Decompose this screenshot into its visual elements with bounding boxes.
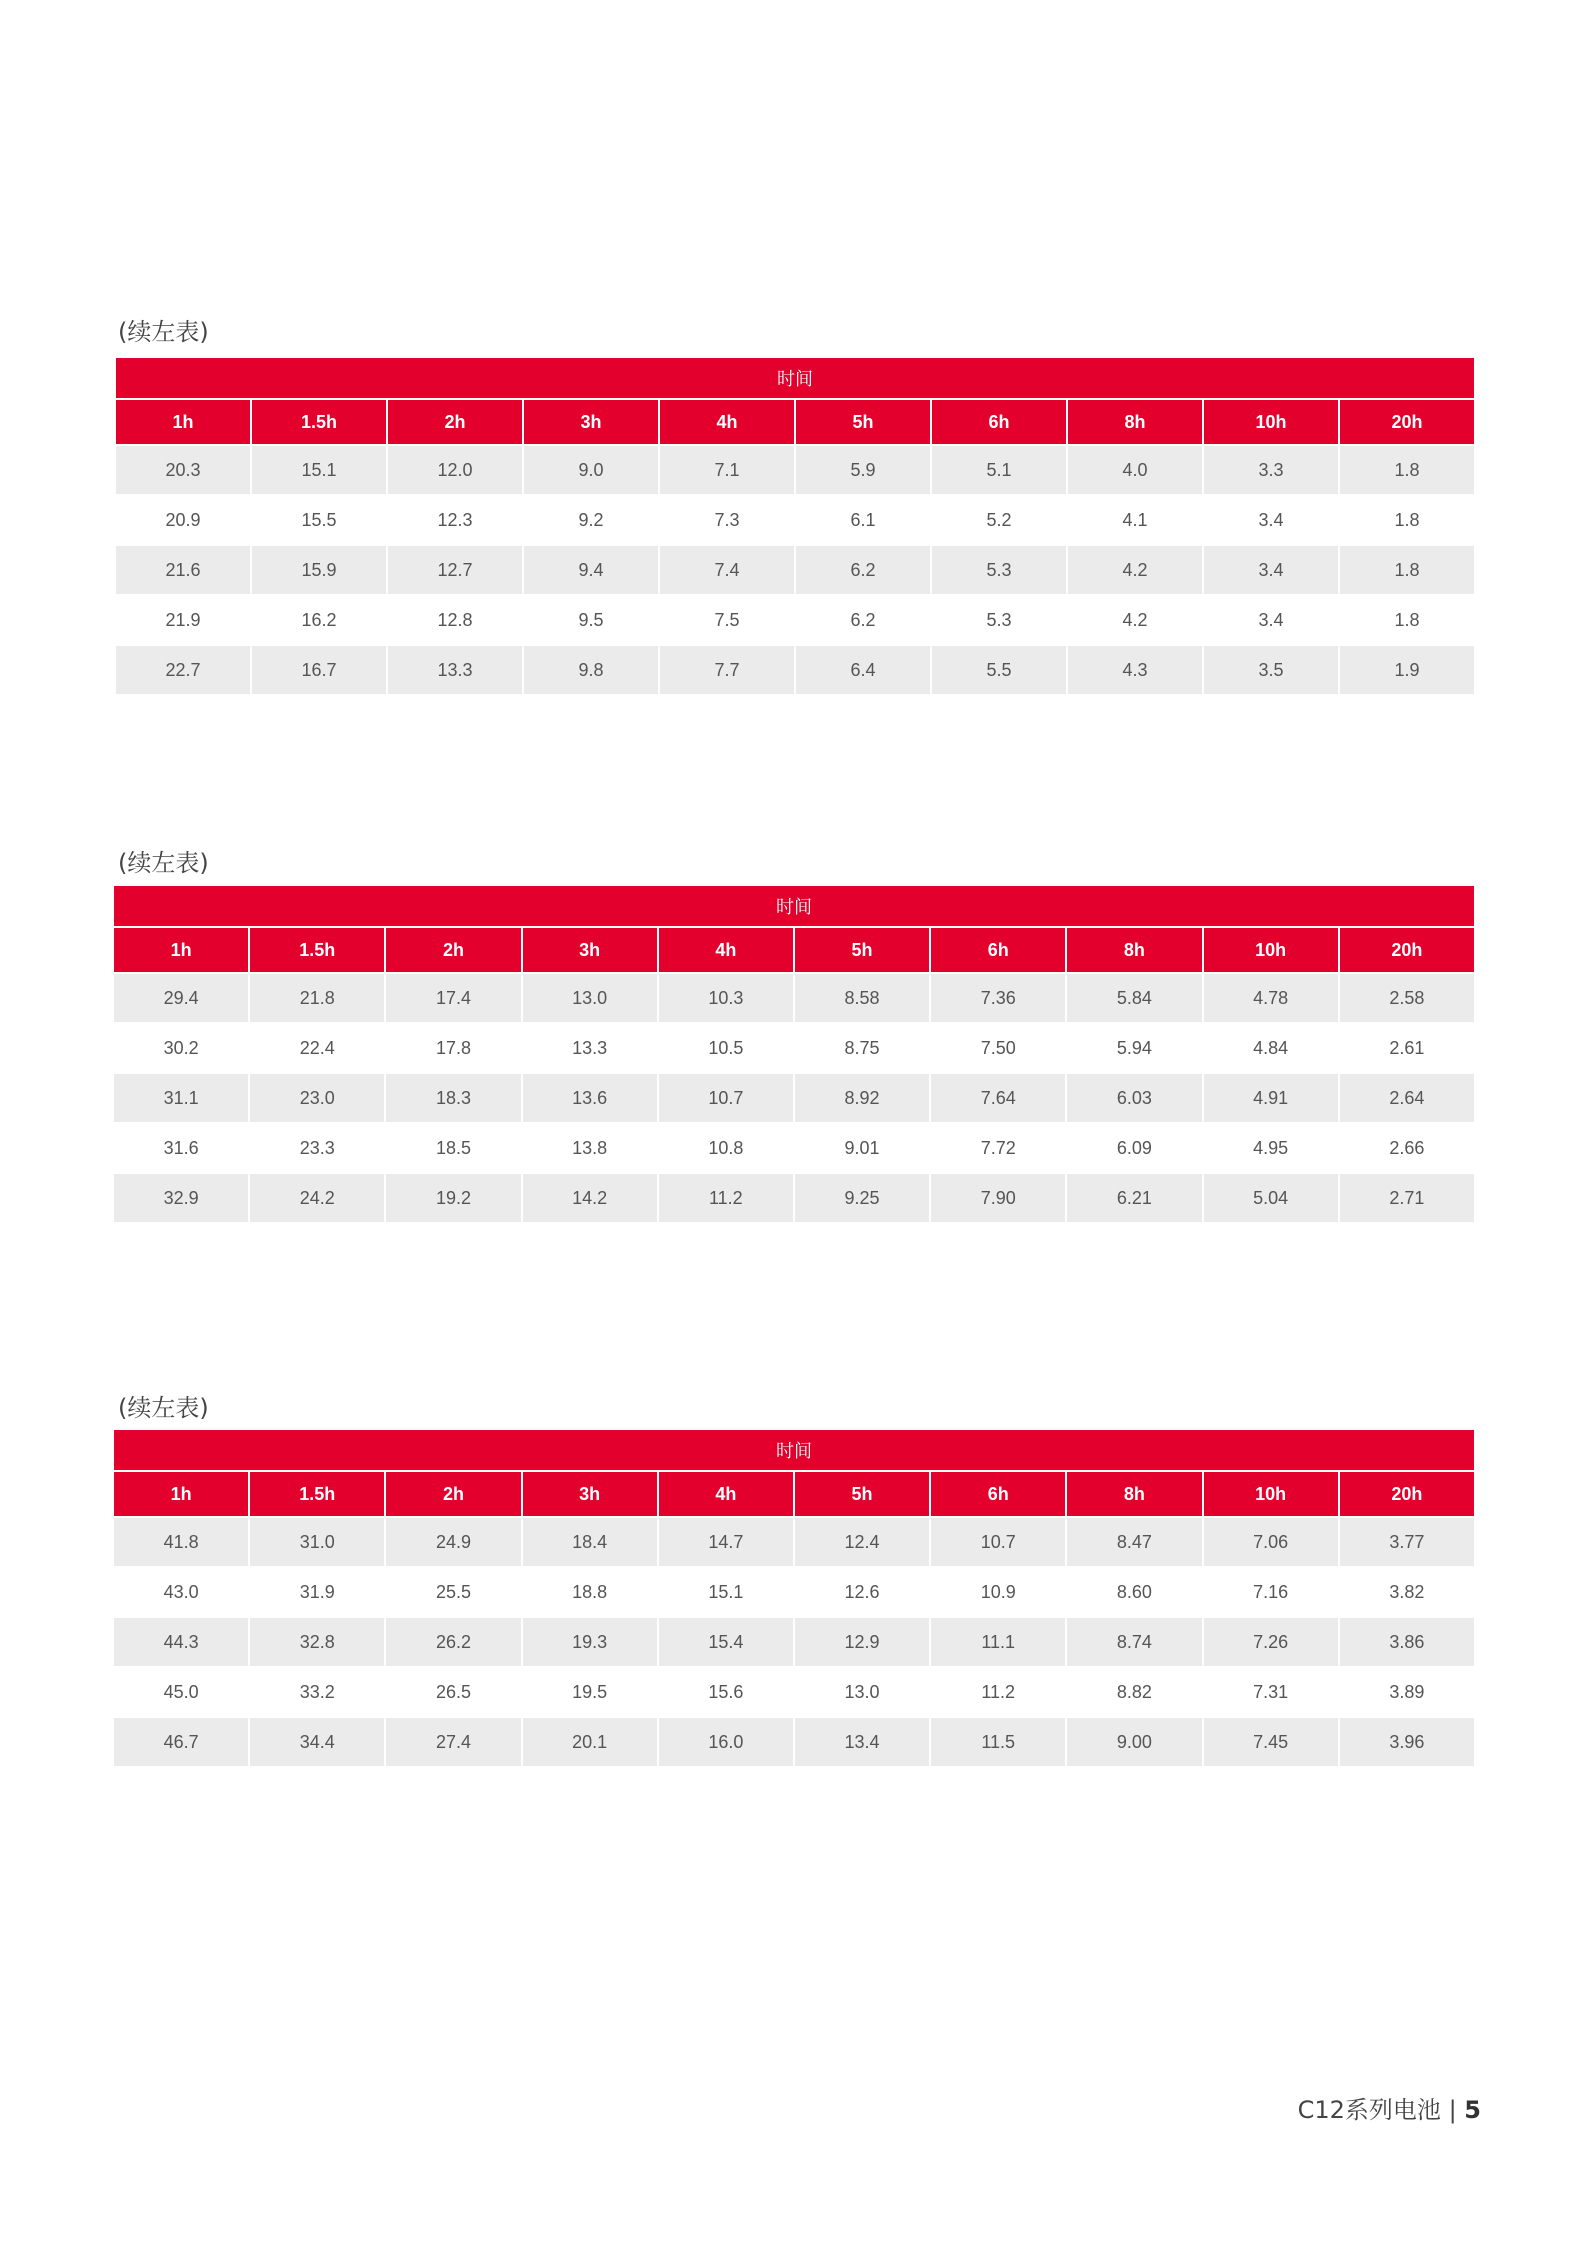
- table-cell: 3.4: [1204, 546, 1338, 594]
- column-header: 6h: [932, 400, 1066, 444]
- table-cell: 9.25: [795, 1174, 929, 1222]
- table-cell: 5.3: [932, 596, 1066, 644]
- table-cell: 9.0: [524, 446, 658, 494]
- table-cell: 9.8: [524, 646, 658, 694]
- table-cell: 4.2: [1068, 546, 1202, 594]
- table-cell: 7.36: [931, 974, 1065, 1022]
- table-row: [116, 596, 1474, 644]
- table-cell: 7.06: [1204, 1518, 1338, 1566]
- column-header: 4h: [659, 1472, 793, 1516]
- table-row: [114, 1618, 1474, 1666]
- table-cell: 46.7: [114, 1718, 248, 1766]
- table-cell: 5.84: [1067, 974, 1201, 1022]
- table-cell: 2.66: [1340, 1124, 1474, 1172]
- table-cell: 1.8: [1340, 546, 1474, 594]
- table-row: [114, 1568, 1474, 1616]
- table-cell: 13.0: [523, 974, 657, 1022]
- table-cell: 18.8: [523, 1568, 657, 1616]
- column-header: 10h: [1204, 928, 1338, 972]
- table-cell: 3.3: [1204, 446, 1338, 494]
- table-cell: 7.1: [660, 446, 794, 494]
- table-cell: 1.9: [1340, 646, 1474, 694]
- table-cell: 11.1: [931, 1618, 1065, 1666]
- column-header: 4h: [660, 400, 794, 444]
- group-header-time: 时间: [114, 886, 1474, 926]
- table-cell: 27.4: [386, 1718, 520, 1766]
- table-cell: 18.5: [386, 1124, 520, 1172]
- table-row: [114, 1074, 1474, 1122]
- table-cell: 1.8: [1340, 596, 1474, 644]
- table-cell: 4.0: [1068, 446, 1202, 494]
- table-cell: 21.9: [116, 596, 250, 644]
- table-row: [114, 974, 1474, 1022]
- table-cell: 6.2: [796, 546, 930, 594]
- table-cell: 20.9: [116, 496, 250, 544]
- column-header: 3h: [524, 400, 658, 444]
- table-cell: 3.89: [1340, 1668, 1474, 1716]
- table-cell: 31.0: [250, 1518, 384, 1566]
- column-header: 8h: [1068, 400, 1202, 444]
- table-cell: 31.6: [114, 1124, 248, 1172]
- column-header: 8h: [1067, 1472, 1201, 1516]
- table-cell: 13.8: [523, 1124, 657, 1172]
- page-footer: [1298, 2090, 1481, 2125]
- table-cell: 2.71: [1340, 1174, 1474, 1222]
- table-cell: 10.9: [931, 1568, 1065, 1616]
- column-header: 3h: [523, 928, 657, 972]
- table-cell: 7.45: [1204, 1718, 1338, 1766]
- table-cell: 9.2: [524, 496, 658, 544]
- table-cell: 13.6: [523, 1074, 657, 1122]
- table-cell: 9.4: [524, 546, 658, 594]
- table-cell: 1.8: [1340, 496, 1474, 544]
- table-cell: 41.8: [114, 1518, 248, 1566]
- table-cell: 12.0: [388, 446, 522, 494]
- column-header: 1h: [114, 1472, 248, 1516]
- table-cell: 5.04: [1204, 1174, 1338, 1222]
- column-header: 2h: [386, 1472, 520, 1516]
- table-cell: 17.8: [386, 1024, 520, 1072]
- table-row: [114, 1024, 1474, 1072]
- table-row: [116, 646, 1474, 694]
- column-header: 5h: [795, 928, 929, 972]
- column-header: 2h: [388, 400, 522, 444]
- table-cell: 7.5: [660, 596, 794, 644]
- table-cell: 43.0: [114, 1568, 248, 1616]
- page-number: 5: [1464, 2096, 1481, 2124]
- table-cell: 12.3: [388, 496, 522, 544]
- table-cell: 8.92: [795, 1074, 929, 1122]
- table-cell: 6.03: [1067, 1074, 1201, 1122]
- column-header: 10h: [1204, 400, 1338, 444]
- table-cell: 5.5: [932, 646, 1066, 694]
- table-cell: 15.1: [659, 1568, 793, 1616]
- table-cell: 5.1: [932, 446, 1066, 494]
- table-cell: 14.2: [523, 1174, 657, 1222]
- table-cell: 7.16: [1204, 1568, 1338, 1616]
- table-cell: 7.64: [931, 1074, 1065, 1122]
- table-cell: 4.1: [1068, 496, 1202, 544]
- table-cell: 19.5: [523, 1668, 657, 1716]
- table-cell: 5.2: [932, 496, 1066, 544]
- table-row: [116, 446, 1474, 494]
- table-cell: 9.5: [524, 596, 658, 644]
- table-cell: 10.5: [659, 1024, 793, 1072]
- table-cell: 10.8: [659, 1124, 793, 1172]
- table-cell: 3.86: [1340, 1618, 1474, 1666]
- column-header: 6h: [931, 1472, 1065, 1516]
- table-cell: 16.0: [659, 1718, 793, 1766]
- table-cell: 3.96: [1340, 1718, 1474, 1766]
- table-cell: 33.2: [250, 1668, 384, 1716]
- footer-separator: |: [1448, 2096, 1457, 2124]
- table-cell: 12.4: [795, 1518, 929, 1566]
- table-cell: 23.3: [250, 1124, 384, 1172]
- table-row: [116, 546, 1474, 594]
- table-cell: 15.4: [659, 1618, 793, 1666]
- discharge-table: [114, 356, 1476, 696]
- discharge-table: [112, 1428, 1476, 1768]
- table-cell: 31.1: [114, 1074, 248, 1122]
- table-cell: 6.2: [796, 596, 930, 644]
- table-row: [116, 496, 1474, 544]
- table-cell: 7.3: [660, 496, 794, 544]
- column-header: 1h: [114, 928, 248, 972]
- table-cell: 9.00: [1067, 1718, 1201, 1766]
- table-cell: 45.0: [114, 1668, 248, 1716]
- table-cell: 2.64: [1340, 1074, 1474, 1122]
- table-cell: 7.72: [931, 1124, 1065, 1172]
- table-cell: 9.01: [795, 1124, 929, 1172]
- table-caption: (续左表): [118, 318, 209, 346]
- column-header: 20h: [1340, 928, 1474, 972]
- table-cell: 6.09: [1067, 1124, 1201, 1172]
- column-header: 1.5h: [250, 928, 384, 972]
- table-cell: 17.4: [386, 974, 520, 1022]
- table-cell: 12.8: [388, 596, 522, 644]
- table-cell: 7.7: [660, 646, 794, 694]
- table-cell: 14.7: [659, 1518, 793, 1566]
- table-cell: 6.21: [1067, 1174, 1201, 1222]
- table-cell: 4.78: [1204, 974, 1338, 1022]
- table-cell: 19.3: [523, 1618, 657, 1666]
- table-cell: 8.58: [795, 974, 929, 1022]
- table-cell: 5.94: [1067, 1024, 1201, 1072]
- table-cell: 3.82: [1340, 1568, 1474, 1616]
- table-row: [114, 1124, 1474, 1172]
- table-caption: (续左表): [118, 1394, 209, 1422]
- table-cell: 13.0: [795, 1668, 929, 1716]
- table-cell: 2.61: [1340, 1024, 1474, 1072]
- table-cell: 3.5: [1204, 646, 1338, 694]
- table-cell: 3.4: [1204, 596, 1338, 644]
- table-cell: 6.1: [796, 496, 930, 544]
- table-cell: 3.4: [1204, 496, 1338, 544]
- table-cell: 16.7: [252, 646, 386, 694]
- table-cell: 2.58: [1340, 974, 1474, 1022]
- table-cell: 12.7: [388, 546, 522, 594]
- table-cell: 11.2: [931, 1668, 1065, 1716]
- table-cell: 31.9: [250, 1568, 384, 1616]
- table-cell: 1.8: [1340, 446, 1474, 494]
- table-cell: 8.60: [1067, 1568, 1201, 1616]
- column-header: 5h: [795, 1472, 929, 1516]
- table-cell: 29.4: [114, 974, 248, 1022]
- table-cell: 34.4: [250, 1718, 384, 1766]
- group-header-time: 时间: [114, 1430, 1474, 1470]
- table-cell: 13.3: [388, 646, 522, 694]
- table-cell: 11.5: [931, 1718, 1065, 1766]
- table-cell: 24.2: [250, 1174, 384, 1222]
- table-cell: 3.77: [1340, 1518, 1474, 1566]
- table-cell: 11.2: [659, 1174, 793, 1222]
- table-cell: 8.82: [1067, 1668, 1201, 1716]
- table-cell: 5.3: [932, 546, 1066, 594]
- table-cell: 4.3: [1068, 646, 1202, 694]
- table-cell: 7.31: [1204, 1668, 1338, 1716]
- column-header: 20h: [1340, 400, 1474, 444]
- table-cell: 26.5: [386, 1668, 520, 1716]
- table-cell: 13.3: [523, 1024, 657, 1072]
- table-cell: 10.3: [659, 974, 793, 1022]
- group-header-time: 时间: [116, 358, 1474, 398]
- table-cell: 18.4: [523, 1518, 657, 1566]
- table-cell: 7.26: [1204, 1618, 1338, 1666]
- table-cell: 22.7: [116, 646, 250, 694]
- table-cell: 32.9: [114, 1174, 248, 1222]
- table-cell: 4.2: [1068, 596, 1202, 644]
- table-cell: 8.74: [1067, 1618, 1201, 1666]
- table-caption: (续左表): [118, 849, 209, 877]
- table-cell: 32.8: [250, 1618, 384, 1666]
- footer-series-name: C12系列电池: [1297, 2096, 1441, 2124]
- column-header: 5h: [796, 400, 930, 444]
- column-header: 20h: [1340, 1472, 1474, 1516]
- table-cell: 7.50: [931, 1024, 1065, 1072]
- table-cell: 20.3: [116, 446, 250, 494]
- column-header: 6h: [931, 928, 1065, 972]
- table-cell: 10.7: [659, 1074, 793, 1122]
- table-row: [114, 1518, 1474, 1566]
- table-cell: 10.7: [931, 1518, 1065, 1566]
- table-cell: 12.6: [795, 1568, 929, 1616]
- column-header: 3h: [523, 1472, 657, 1516]
- table-cell: 8.47: [1067, 1518, 1201, 1566]
- table-cell: 16.2: [252, 596, 386, 644]
- table-row: [114, 1718, 1474, 1766]
- table-row: [114, 1668, 1474, 1716]
- table-row: [114, 1174, 1474, 1222]
- table-cell: 21.6: [116, 546, 250, 594]
- table-cell: 18.3: [386, 1074, 520, 1122]
- column-header: 4h: [659, 928, 793, 972]
- column-header: 1h: [116, 400, 250, 444]
- table-cell: 23.0: [250, 1074, 384, 1122]
- table-cell: 44.3: [114, 1618, 248, 1666]
- table-cell: 20.1: [523, 1718, 657, 1766]
- table-cell: 15.9: [252, 546, 386, 594]
- table-cell: 4.91: [1204, 1074, 1338, 1122]
- table-cell: 5.9: [796, 446, 930, 494]
- table-cell: 30.2: [114, 1024, 248, 1072]
- table-cell: 8.75: [795, 1024, 929, 1072]
- column-header: 1.5h: [252, 400, 386, 444]
- table-cell: 15.5: [252, 496, 386, 544]
- table-cell: 6.4: [796, 646, 930, 694]
- table-cell: 13.4: [795, 1718, 929, 1766]
- table-cell: 15.6: [659, 1668, 793, 1716]
- table-cell: 22.4: [250, 1024, 384, 1072]
- column-header: 2h: [386, 928, 520, 972]
- table-cell: 12.9: [795, 1618, 929, 1666]
- table-cell: 26.2: [386, 1618, 520, 1666]
- table-cell: 21.8: [250, 974, 384, 1022]
- table-cell: 4.84: [1204, 1024, 1338, 1072]
- discharge-table: [112, 884, 1476, 1224]
- column-header: 8h: [1067, 928, 1201, 972]
- table-cell: 4.95: [1204, 1124, 1338, 1172]
- column-header: 1.5h: [250, 1472, 384, 1516]
- table-cell: 7.90: [931, 1174, 1065, 1222]
- table-cell: 7.4: [660, 546, 794, 594]
- table-cell: 24.9: [386, 1518, 520, 1566]
- table-cell: 25.5: [386, 1568, 520, 1616]
- table-cell: 15.1: [252, 446, 386, 494]
- column-header: 10h: [1204, 1472, 1338, 1516]
- table-cell: 19.2: [386, 1174, 520, 1222]
